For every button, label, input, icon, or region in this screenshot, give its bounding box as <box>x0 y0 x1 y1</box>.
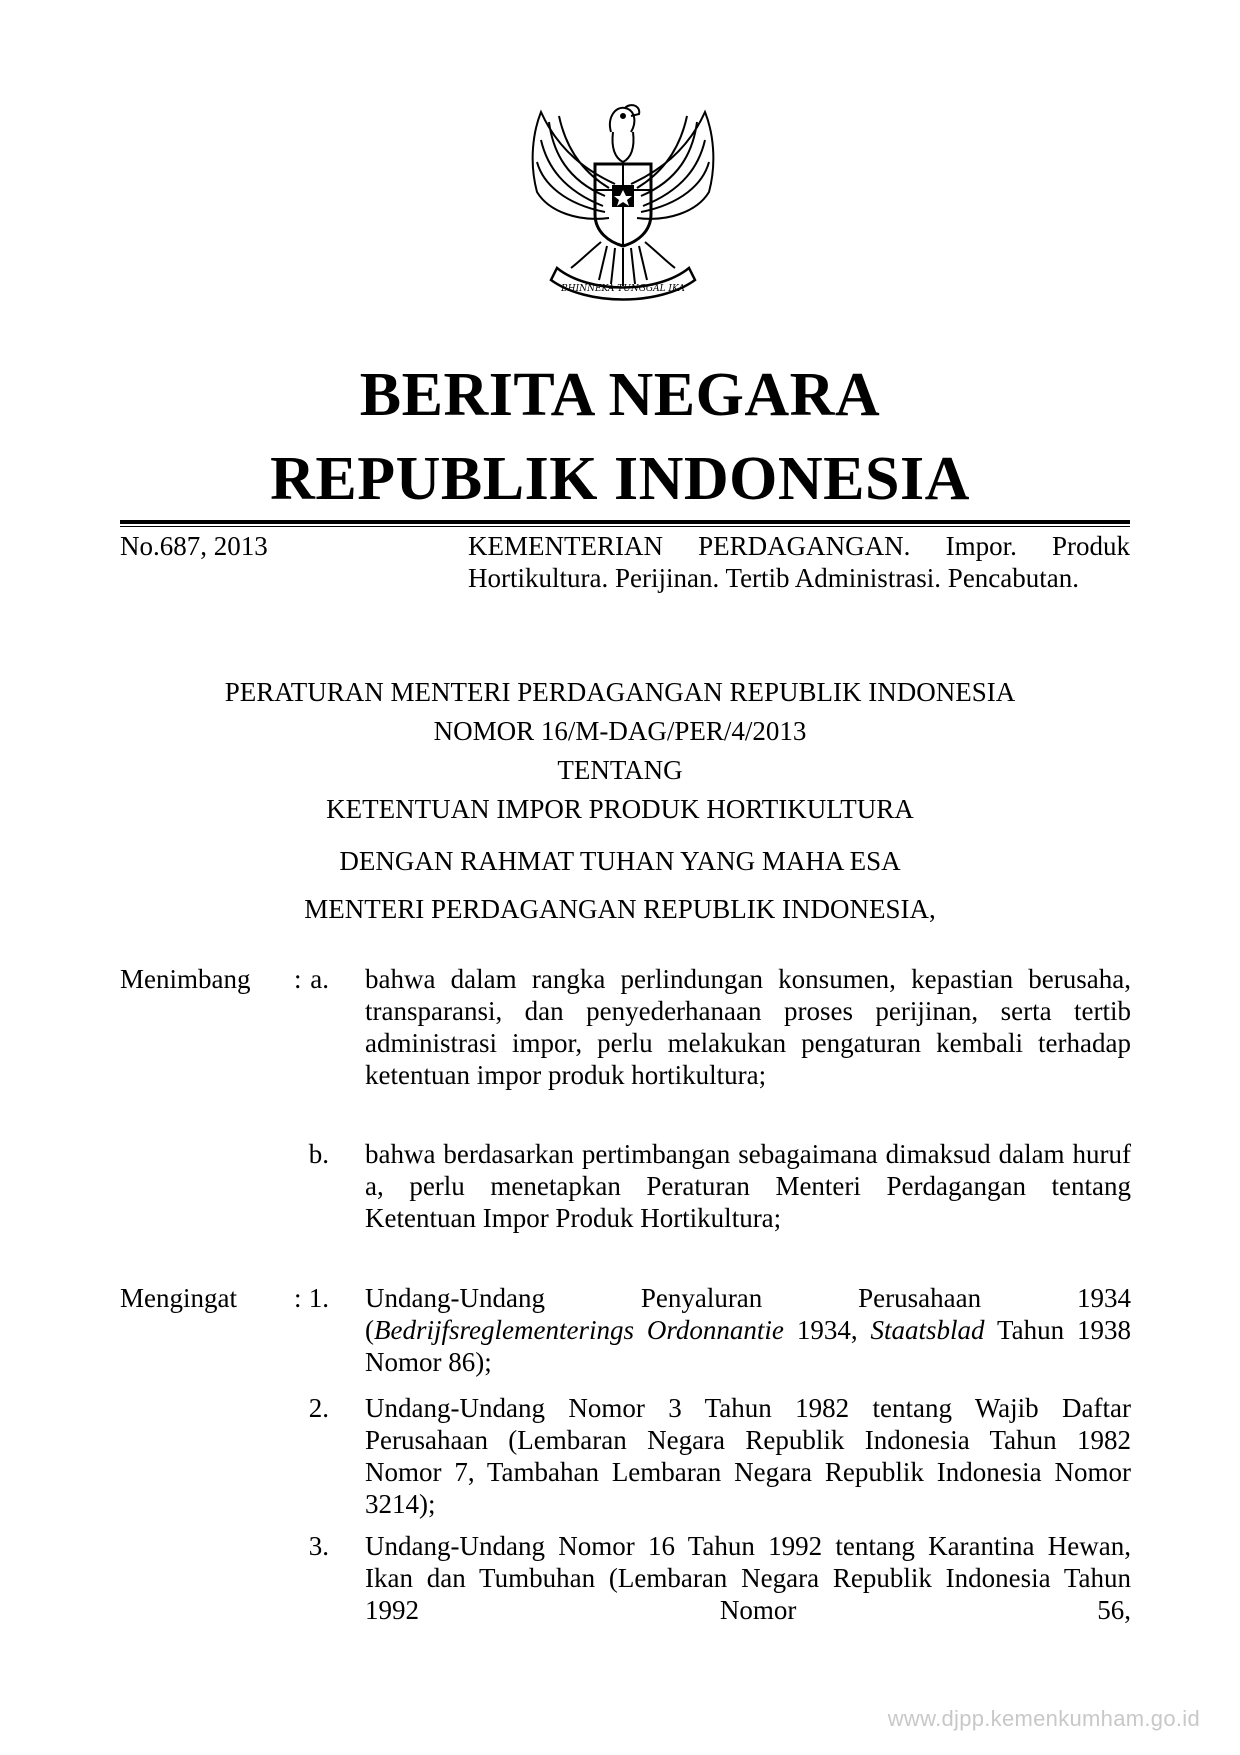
item-text-italic: Staatsblad <box>870 1315 985 1345</box>
item-text <box>365 1282 1131 1378</box>
item-index: 2. <box>308 1393 329 1423</box>
header-rule-thick <box>120 520 1130 524</box>
menimbang-colon: : <box>294 964 302 994</box>
item-text-part: 1934, <box>783 1315 871 1345</box>
emblem-motto: BHINNEKA TUNGGAL IKA <box>561 284 685 294</box>
menimbang-label: Menimbang <box>120 964 251 994</box>
preamble-invocation: DENGAN RAHMAT TUHAN YANG MAHA ESA <box>339 846 901 876</box>
gazette-title-line1: BERITA NEGARA <box>359 361 881 429</box>
header-rule-thin <box>120 526 1130 527</box>
item-text-part: Tahun 1938 Nomor 86); <box>365 1315 1132 1377</box>
mengingat-colon: : <box>294 1283 302 1313</box>
regulation-title: PERATURAN MENTERI PERDAGANGAN REPUBLIK INDONESIA <box>224 677 1016 707</box>
item-text-italic: Bedrijfsreglementerings Ordonnantie <box>374 1315 784 1345</box>
item-text: bahwa berdasarkan pertimbangan sebagaimana dimaksud dalam huruf a, perlu menetapkan Peraturan Menteri Perdagangan tentang Ketentuan Impor Produk Hortikultura; <box>365 1139 1131 1233</box>
item-text: Undang-Undang Nomor 3 Tahun 1982 tentang Wajib Daftar Perusahaan (Lembaran Negara Republik Indonesia Tahun 1982 Nomor 7, Tambahan Lembaran Negara Republik Indonesia Nomor 3214); <box>365 1393 1131 1519</box>
gazette-number: No.687, 2013 <box>120 531 268 561</box>
item-index: b. <box>308 1139 329 1169</box>
item-text: Undang-Undang Nomor 16 Tahun 1992 tentang Karantina Hewan, Ikan dan Tumbuhan (Lembaran Negara Republik Indonesia Tahun 1992 Nomor 56, <box>365 1531 1131 1625</box>
item-text: bahwa dalam rangka perlindungan konsumen, kepastian berusaha, transparansi, dan penyederhanaan proses perijinan, serta tertib administrasi impor, perlu melakukan pengaturan kembali terhadap ketentuan impor produk hortikultura; <box>365 964 1131 1090</box>
garuda-emblem-svg <box>519 92 727 314</box>
regulation-subject: KETENTUAN IMPOR PRODUK HORTIKULTURA <box>326 794 914 824</box>
item-index: a. <box>310 964 329 994</box>
regulation-tentang: TENTANG <box>557 755 683 785</box>
item-index: 1. <box>308 1283 329 1313</box>
garuda-emblem <box>519 92 727 314</box>
regulation-number: NOMOR 16/M-DAG/PER/4/2013 <box>433 716 807 746</box>
gazette-title-line2: REPUBLIK INDONESIA <box>270 445 970 513</box>
item-text-part: Undang-Undang Penyaluran Perusahaan 1934 ( <box>365 1283 1131 1345</box>
item-index: 3. <box>308 1531 329 1561</box>
gazette-summary: KEMENTERIAN PERDAGANGAN. Impor. Produk Hortikultura. Perijinan. Tertib Administrasi. Pencabutan. <box>468 531 1130 593</box>
mengingat-label: Mengingat <box>120 1283 237 1313</box>
source-watermark: www.djpp.kemenkumham.go.id <box>887 1706 1200 1731</box>
preamble-minister: MENTERI PERDAGANGAN REPUBLIK INDONESIA, <box>304 894 936 924</box>
